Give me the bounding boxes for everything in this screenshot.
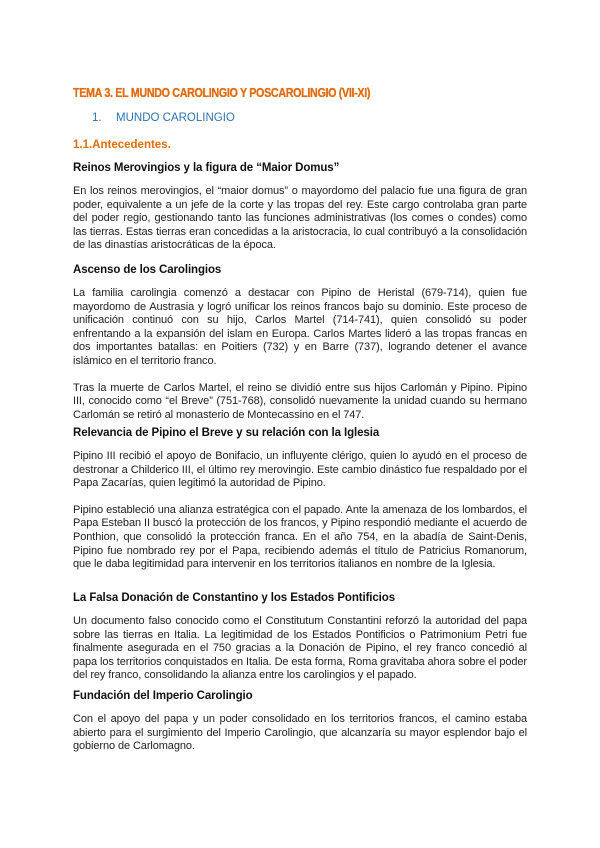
- block-heading: Ascenso de los Carolingios: [73, 264, 222, 276]
- block-maior-domus: [73, 162, 527, 253]
- paragraph: Con el apoyo del papa y un poder consolidado en los territorios francos, el camino estaba abierto para el surgimiento del Imperio Carolingio, que alcanzaría su mayor esplendor bajo el gobierno de Carlomagno.: [73, 713, 527, 753]
- block-heading: Fundación del Imperio Carolingio: [73, 690, 253, 702]
- block-heading: Relevancia de Pipino el Breve y su relación con la Iglesia: [73, 427, 380, 439]
- paragraph: Tras la muerte de Carlos Martel, el reino se dividió entre sus hijos Carlomán y Pipino. Pipino III, conocido como “el Breve” (751-768), consolidó nuevamente la unidad cuando su hermano Carlomán se retiró al monasterio de Montecassino en el 747.: [73, 381, 527, 421]
- section-label: MUNDO CAROLINGIO: [116, 112, 235, 124]
- block-fundacion-imperio: [73, 690, 527, 754]
- paragraph: Pipino estableció una alianza estratégica con el papado. Ante la amenaza de los lombardos, el Papa Esteban II buscó la protección de los francos, y Pipino respondió mediante el acuerdo de Ponthion, que consolidó la protección franca. En el año 754, en la abadía de Saint-Denis, Pipino fue nombrado rey por el Papa, recibiendo además el título de Patricius Romanorum, que le daba legitimidad para intervenir en los territorios italianos en nombre de la Iglesia.: [73, 503, 527, 571]
- block-heading: Reinos Merovingios y la figura de “Maior Domus”: [73, 162, 340, 174]
- subsection-heading: 1.1.Antecedentes.: [73, 139, 171, 151]
- section-number: 1.: [92, 112, 102, 124]
- block-falsa-donacion: [73, 592, 527, 683]
- paragraph: En los reinos merovingios, el “maior domus” o mayordomo del palacio fue una figura de gran poder, equivalente a un jefe de la corte y las tropas del rey. Este cargo controlaba gran parte del poder regio, gestionando tanto las funciones administrativas (los comes o condes) como las tierras. Estas tierras eran concedidas a la aristocracia, lo cual contribuyó a la consolidación de las dinastías aristocráticas de la época.: [73, 185, 527, 252]
- paragraph: La familia carolingia comenzó a destacar con Pipino de Heristal (679-714), quien fue mayordomo de Austrasia y logró unificar los reinos francos bajo su dominio. Este proceso de unificación continuó con su hijo, Carlos Martel (714-741), quien consolidó su poder enfrentando a la expansión del islam en Europa. Carlos Martes lideró a las tropas francas en dos importantes batallas: en Poitiers (732) y en Barre (737), logrando detener el avance islámico en el territorio franco.: [73, 287, 527, 367]
- block-ascenso-carolingios: [73, 264, 527, 422]
- block-heading: La Falsa Donación de Constantino y los Estados Pontificios: [73, 592, 396, 604]
- paragraph: Un documento falso conocido como el Constitutum Constantini reforzó la autoridad del papa sobre las tierras en Italia. La legitimidad de los Estados Pontificios o Patrimonium Petri fue finalmente asegurada en el 750 gracias a la Donación de Pipino, el rey franco concedió al papa los territorios conquistados en Italia. De esta forma, Roma gravitaba ahora sobre el poder del rey franco, consolidando la alianza entre los carolingios y el papado.: [73, 615, 527, 682]
- block-pipino-iglesia: [73, 427, 527, 572]
- section-heading: [92, 112, 235, 124]
- paragraph: Pipino III recibió el apoyo de Bonifacio, un influyente clérigo, quien lo ayudó en el proceso de destronar a Childerico III, el último rey merovingio. Este cambio dinástico fue respaldado por el Papa Zacarías, quien legitimó la autoridad de Pipino.: [73, 450, 527, 490]
- document-title: TEMA 3. EL MUNDO CAROLINGIO Y POSCAROLINGIO (VII-XI): [73, 86, 371, 100]
